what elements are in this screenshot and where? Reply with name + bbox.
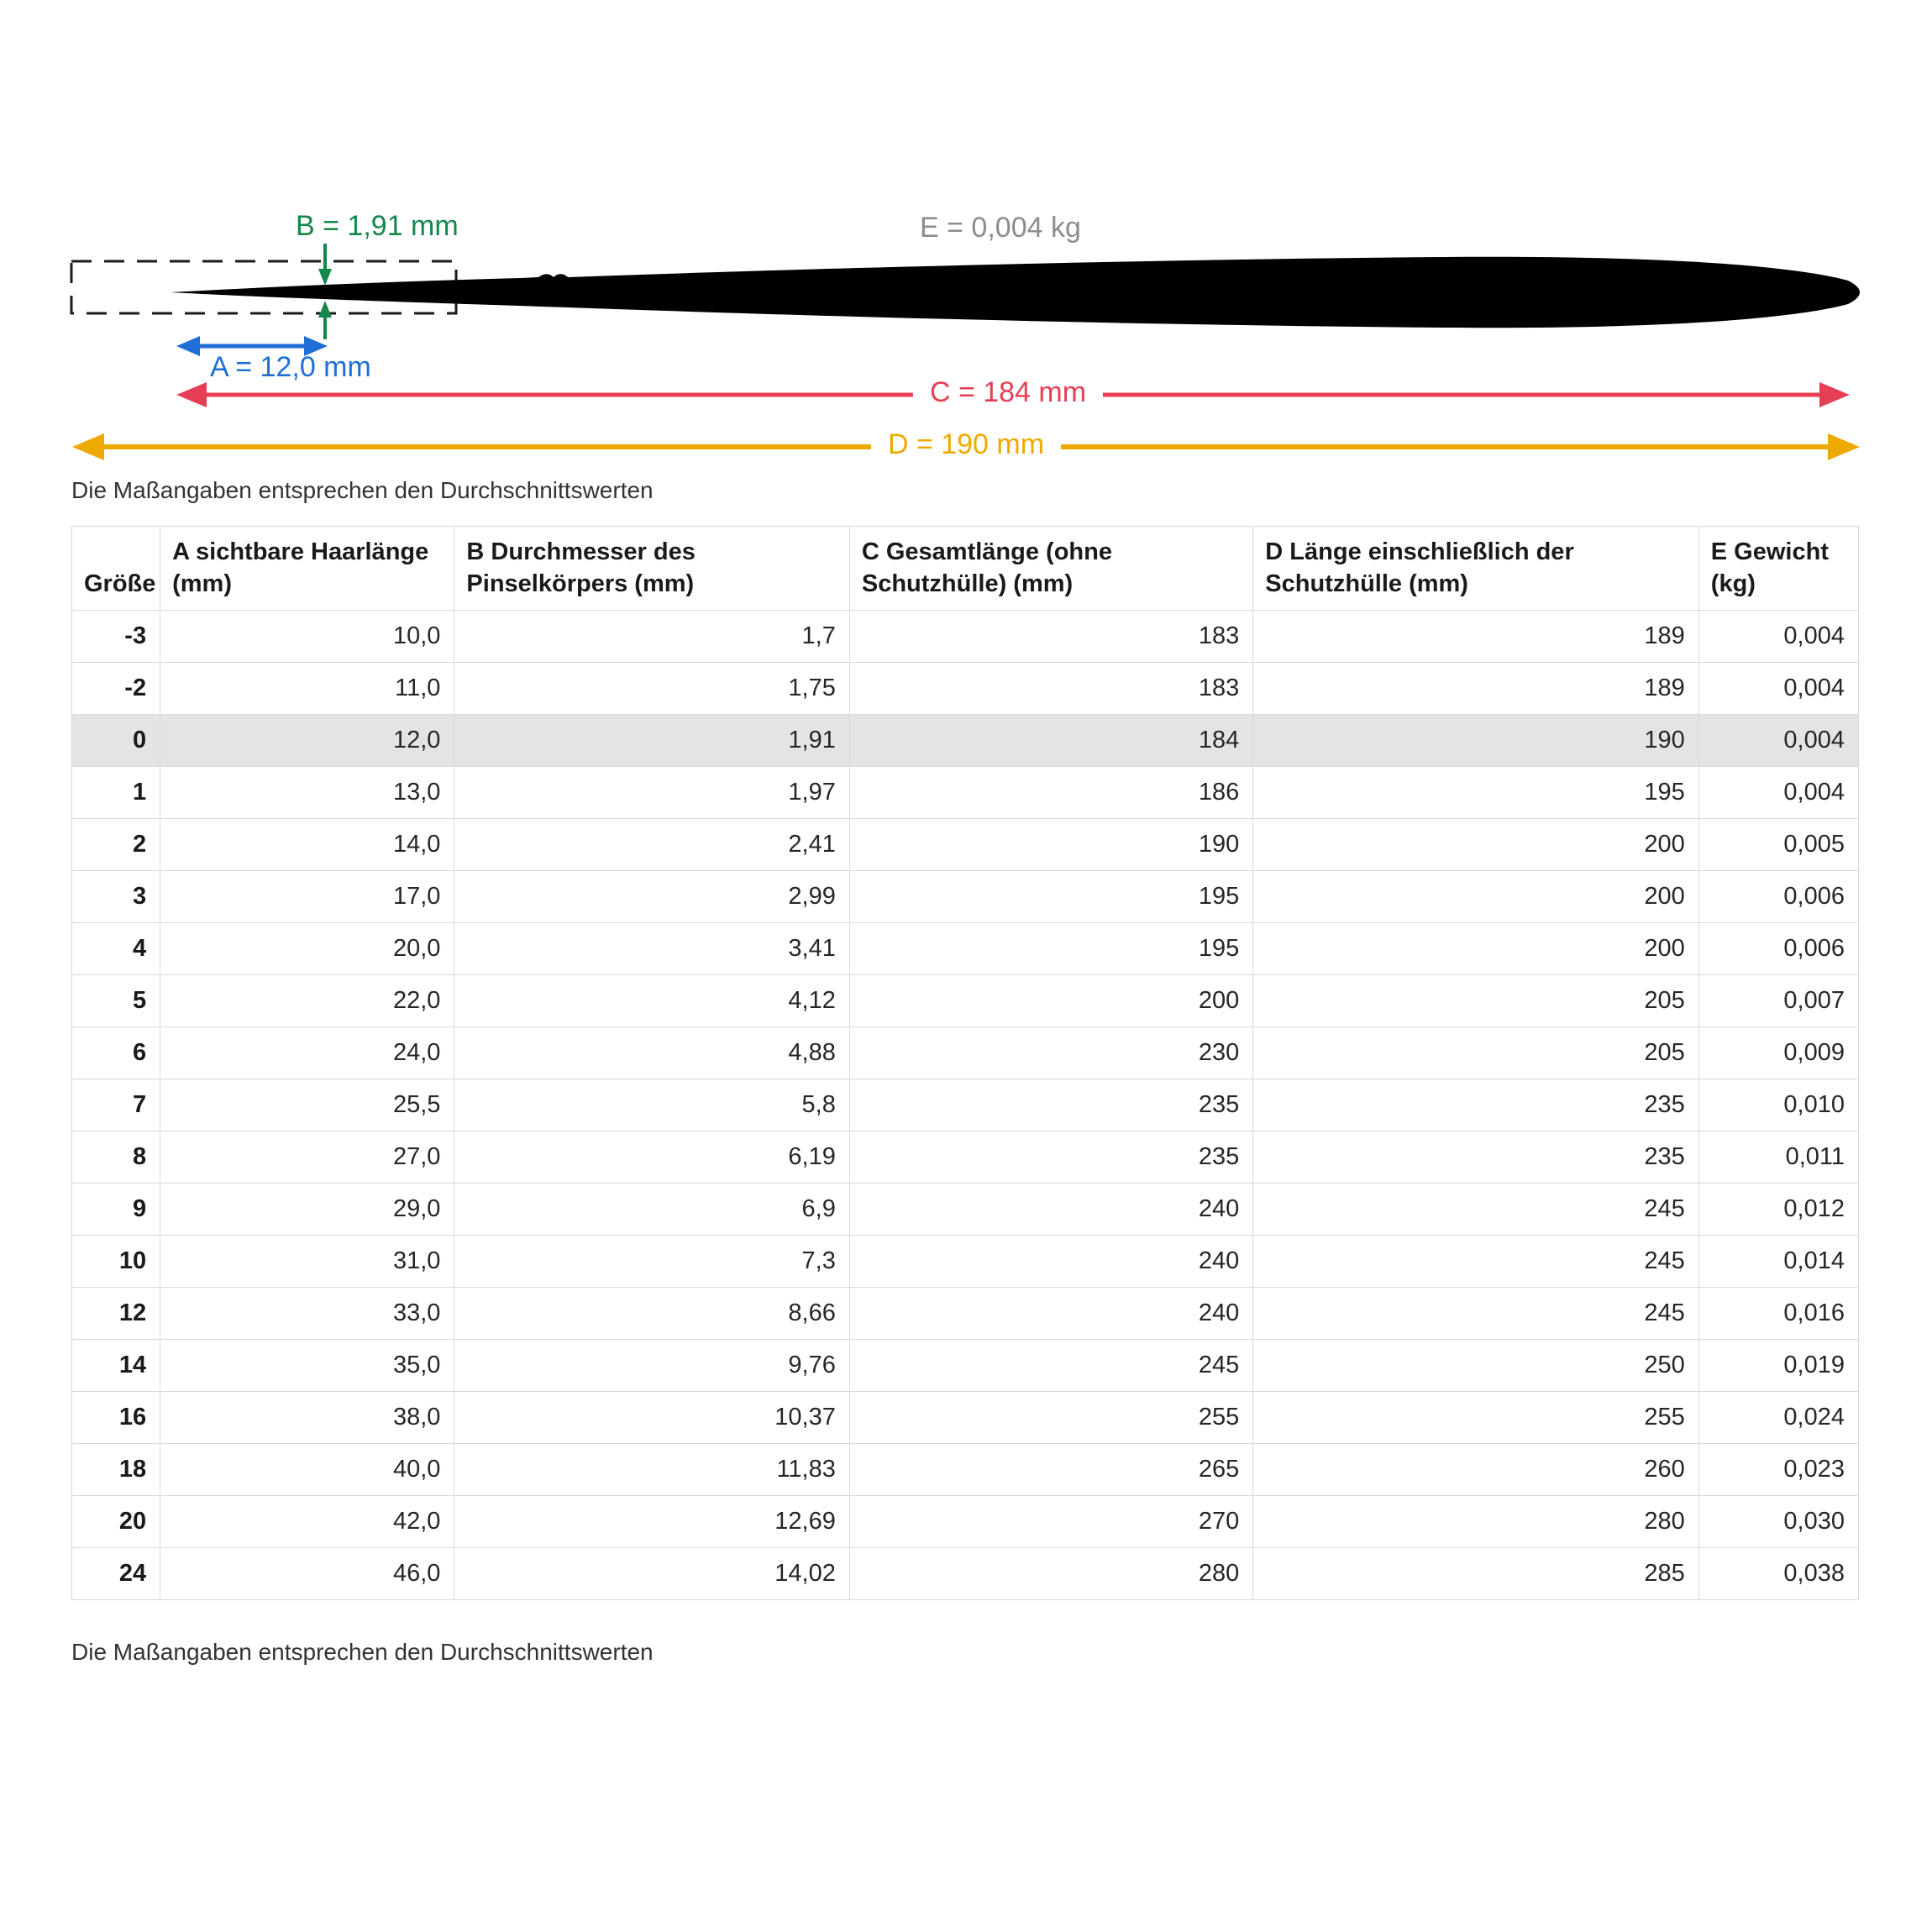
value-cell: 230: [849, 1027, 1252, 1079]
value-cell: 205: [1253, 975, 1698, 1027]
value-cell: 195: [849, 923, 1252, 975]
table-row: [72, 923, 1859, 975]
value-cell: 0,023: [1698, 1444, 1858, 1496]
value-cell: 27,0: [160, 1131, 454, 1184]
table-row: [72, 1288, 1859, 1340]
table-row: [72, 871, 1859, 923]
dimension-a-label: A = 12,0 mm: [210, 351, 371, 383]
value-cell: 280: [1253, 1496, 1698, 1548]
value-cell: 0,004: [1698, 611, 1858, 663]
value-cell: 0,019: [1698, 1340, 1858, 1392]
value-cell: 7,3: [454, 1236, 849, 1288]
average-values-note-top: Die Maßangaben entsprechen den Durchschnittswerten: [71, 477, 654, 503]
value-cell: 14,0: [160, 819, 454, 871]
table-header-row: [72, 527, 1859, 611]
table-row: [72, 1496, 1859, 1548]
value-cell: 189: [1253, 663, 1698, 715]
value-cell: 245: [849, 1340, 1252, 1392]
value-cell: 255: [1253, 1392, 1698, 1444]
value-cell: 235: [849, 1079, 1252, 1131]
value-cell: 22,0: [160, 975, 454, 1027]
table-row: [72, 1548, 1859, 1600]
column-header: B Durchmesser des Pinselkörpers (mm): [454, 527, 849, 611]
value-cell: 0,030: [1698, 1496, 1858, 1548]
value-cell: 0,038: [1698, 1548, 1858, 1600]
value-cell: 11,0: [160, 663, 454, 715]
value-cell: 245: [1253, 1184, 1698, 1236]
value-cell: 14,02: [454, 1548, 849, 1600]
column-header: E Gewicht (kg): [1698, 527, 1858, 611]
value-cell: 2,99: [454, 871, 849, 923]
size-cell: 12: [72, 1288, 160, 1340]
table-row: [72, 1079, 1859, 1131]
value-cell: 0,009: [1698, 1027, 1858, 1079]
size-cell: 3: [72, 871, 160, 923]
table-row: [72, 1027, 1859, 1079]
value-cell: 17,0: [160, 871, 454, 923]
value-cell: 240: [849, 1236, 1252, 1288]
value-cell: 3,41: [454, 923, 849, 975]
value-cell: 1,75: [454, 663, 849, 715]
value-cell: 12,0: [160, 715, 454, 767]
column-header: D Länge einschließlich der Schutzhülle (mm): [1253, 527, 1698, 611]
value-cell: 183: [849, 611, 1252, 663]
value-cell: 195: [1253, 767, 1698, 819]
value-cell: 46,0: [160, 1548, 454, 1600]
size-cell: 7: [72, 1079, 160, 1131]
value-cell: 12,69: [454, 1496, 849, 1548]
table-row: [72, 1236, 1859, 1288]
column-header: Größe: [72, 527, 160, 611]
value-cell: 25,5: [160, 1079, 454, 1131]
value-cell: 200: [1253, 871, 1698, 923]
value-cell: 240: [849, 1184, 1252, 1236]
value-cell: 0,014: [1698, 1236, 1858, 1288]
value-cell: 40,0: [160, 1444, 454, 1496]
size-cell: 5: [72, 975, 160, 1027]
value-cell: 1,91: [454, 715, 849, 767]
size-cell: 0: [72, 715, 160, 767]
value-cell: 245: [1253, 1236, 1698, 1288]
value-cell: 4,88: [454, 1027, 849, 1079]
value-cell: 0,005: [1698, 819, 1858, 871]
table-row: [72, 1340, 1859, 1392]
value-cell: 1,7: [454, 611, 849, 663]
dimension-e-label: E = 0,004 kg: [920, 212, 1081, 244]
value-cell: 0,004: [1698, 663, 1858, 715]
size-spec-table: [71, 526, 1859, 1600]
value-cell: 265: [849, 1444, 1252, 1496]
value-cell: 190: [1253, 715, 1698, 767]
size-cell: 8: [72, 1131, 160, 1184]
size-cell: 16: [72, 1392, 160, 1444]
value-cell: 240: [849, 1288, 1252, 1340]
size-cell: 6: [72, 1027, 160, 1079]
value-cell: 235: [1253, 1131, 1698, 1184]
table-row: [72, 1392, 1859, 1444]
value-cell: 235: [849, 1131, 1252, 1184]
dimension-b-label: B = 1,91 mm: [296, 210, 459, 242]
value-cell: 0,006: [1698, 923, 1858, 975]
value-cell: 0,024: [1698, 1392, 1858, 1444]
table-row: [72, 715, 1859, 767]
value-cell: 205: [1253, 1027, 1698, 1079]
size-cell: 4: [72, 923, 160, 975]
size-cell: 1: [72, 767, 160, 819]
value-cell: 285: [1253, 1548, 1698, 1600]
value-cell: 0,016: [1698, 1288, 1858, 1340]
size-cell: 9: [72, 1184, 160, 1236]
value-cell: 235: [1253, 1079, 1698, 1131]
value-cell: 183: [849, 663, 1252, 715]
column-header: C Gesamtlänge (ohne Schutzhülle) (mm): [849, 527, 1252, 611]
value-cell: 184: [849, 715, 1252, 767]
size-cell: 10: [72, 1236, 160, 1288]
value-cell: 38,0: [160, 1392, 454, 1444]
value-cell: 245: [1253, 1288, 1698, 1340]
value-cell: 0,004: [1698, 715, 1858, 767]
value-cell: 8,66: [454, 1288, 849, 1340]
value-cell: 5,8: [454, 1079, 849, 1131]
column-header: A sichtbare Haarlänge (mm): [160, 527, 454, 611]
value-cell: 250: [1253, 1340, 1698, 1392]
value-cell: 0,010: [1698, 1079, 1858, 1131]
value-cell: 13,0: [160, 767, 454, 819]
value-cell: 2,41: [454, 819, 849, 871]
table-row: [72, 1184, 1859, 1236]
value-cell: 189: [1253, 611, 1698, 663]
value-cell: 255: [849, 1392, 1252, 1444]
size-spec-table-wrap: [71, 526, 1859, 1600]
table-row: [72, 975, 1859, 1027]
value-cell: 190: [849, 819, 1252, 871]
value-cell: 31,0: [160, 1236, 454, 1288]
value-cell: 4,12: [454, 975, 849, 1027]
value-cell: 200: [1253, 923, 1698, 975]
size-cell: 14: [72, 1340, 160, 1392]
value-cell: 186: [849, 767, 1252, 819]
value-cell: 0,007: [1698, 975, 1858, 1027]
dimension-c-label: C = 184 mm: [913, 376, 1103, 409]
size-cell: -2: [72, 663, 160, 715]
value-cell: 35,0: [160, 1340, 454, 1392]
table-row: [72, 767, 1859, 819]
average-values-note-bottom: Die Maßangaben entsprechen den Durchschnittswerten: [71, 1639, 654, 1666]
value-cell: 42,0: [160, 1496, 454, 1548]
value-cell: 280: [849, 1548, 1252, 1600]
table-row: [72, 1131, 1859, 1184]
value-cell: 1,97: [454, 767, 849, 819]
value-cell: 0,012: [1698, 1184, 1858, 1236]
value-cell: 11,83: [454, 1444, 849, 1496]
size-cell: 18: [72, 1444, 160, 1496]
dimension-d-label: D = 190 mm: [871, 428, 1061, 461]
value-cell: 20,0: [160, 923, 454, 975]
table-row: [72, 611, 1859, 663]
size-cell: -3: [72, 611, 160, 663]
value-cell: 195: [849, 871, 1252, 923]
value-cell: 6,19: [454, 1131, 849, 1184]
value-cell: 6,9: [454, 1184, 849, 1236]
value-cell: 24,0: [160, 1027, 454, 1079]
value-cell: 270: [849, 1496, 1252, 1548]
value-cell: 9,76: [454, 1340, 849, 1392]
table-row: [72, 1444, 1859, 1496]
value-cell: 260: [1253, 1444, 1698, 1496]
value-cell: 0,006: [1698, 871, 1858, 923]
value-cell: 200: [1253, 819, 1698, 871]
value-cell: 10,0: [160, 611, 454, 663]
table-row: [72, 819, 1859, 871]
brush-dimension-diagram: [0, 0, 1932, 470]
size-cell: 2: [72, 819, 160, 871]
table-body: [72, 611, 1859, 1600]
value-cell: 33,0: [160, 1288, 454, 1340]
value-cell: 0,011: [1698, 1131, 1858, 1184]
value-cell: 200: [849, 975, 1252, 1027]
table-row: [72, 663, 1859, 715]
size-cell: 24: [72, 1548, 160, 1600]
size-cell: 20: [72, 1496, 160, 1548]
value-cell: 29,0: [160, 1184, 454, 1236]
value-cell: 0,004: [1698, 767, 1858, 819]
brush-silhouette: [171, 257, 1860, 328]
value-cell: 10,37: [454, 1392, 849, 1444]
